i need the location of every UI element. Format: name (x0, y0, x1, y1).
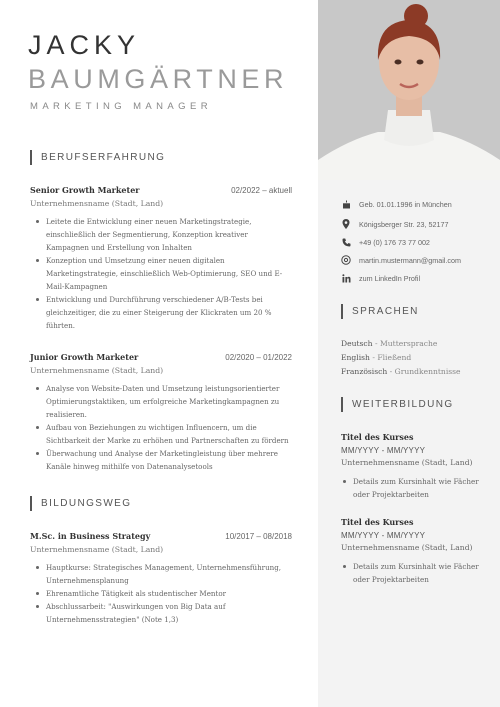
section-experience (30, 150, 165, 165)
contact-text: Geb. 01.01.1996 in München (359, 199, 452, 209)
course-dates: MM/YYYY - MM/YYYY (341, 446, 426, 455)
course-title: Titel des Kurses (341, 432, 414, 442)
bullet-item: Details zum Kursinhalt wie Fächer oder Projektarbeiten (341, 475, 491, 501)
bullet-item: Ehrenamtliche Tätigkeit als studentischer Mentor (36, 587, 292, 600)
location-pin-icon (341, 219, 351, 229)
phone-icon (341, 237, 351, 247)
experience-entry (30, 352, 292, 473)
first-name: JACKY (28, 30, 141, 60)
language-name: Deutsch (341, 339, 373, 348)
contact-email[interactable] (341, 255, 491, 265)
section-title: SPRACHEN (352, 306, 419, 317)
section-title: BILDUNGSWEG (41, 498, 132, 509)
email-icon (341, 255, 351, 265)
language-item (341, 339, 437, 348)
entry-company: Unternehmensname (Stadt, Land) (30, 199, 164, 208)
section-accent-bar (30, 496, 32, 511)
entry-dates: 02/2022 – aktuell (231, 186, 292, 195)
course-dates: MM/YYYY - MM/YYYY (341, 531, 426, 540)
job-title: MARKETING MANAGER (30, 101, 212, 112)
contact-phone (341, 237, 491, 247)
bullet-item: Konzeption und Umsetzung einer neuen digitalen Marketingstrategie, einschließlich Web-Optimierung, SEO und E-Mail-Kampagnen (36, 254, 292, 293)
contact-text: martin.mustermann@gmail.com (359, 255, 461, 265)
education-entry (30, 531, 292, 626)
linkedin-icon (341, 273, 351, 283)
course-bullets (341, 560, 491, 586)
bullet-item: Überwachung und Analyse der Marketingleistung über mehrere Kanäle hinweg mithilfe von Datenanalysetools (36, 447, 292, 473)
portrait-image (318, 0, 500, 180)
section-title: WEITERBILDUNG (352, 399, 454, 410)
section-training (341, 397, 454, 412)
course-company: Unternehmensname (Stadt, Land) (341, 458, 473, 467)
section-languages (341, 304, 419, 319)
training-entry (341, 517, 491, 586)
bullet-item: Aufbau von Beziehungen zu wichtigen Influencern, um die Sichtbarkeit der Marke zu erhöhen und Partnerschaften zu fördern (36, 421, 292, 447)
section-title: BERUFSERFAHRUNG (41, 152, 166, 163)
bullet-item: Leitete die Entwicklung einer neuen Marketingstrategie, einschließlich der Segmentierung, Konzeption kreativer Kampagnen und Erstellung von Inhalten (36, 215, 292, 254)
last-name: BAUMGÄRTNER (28, 64, 289, 94)
entry-dates: 10/2017 – 08/2018 (225, 532, 292, 541)
entry-bullets (36, 561, 292, 626)
section-accent-bar (341, 397, 343, 412)
entry-bullets (36, 215, 292, 332)
contact-text: +49 (0) 176 73 77 002 (359, 237, 430, 247)
course-company: Unternehmensname (Stadt, Land) (341, 543, 473, 552)
language-item (341, 353, 411, 362)
language-level: - Grundkenntnisse (387, 367, 461, 376)
contact-address (341, 219, 491, 229)
profile-photo (318, 0, 500, 180)
entry-title: Junior Growth Marketer (30, 352, 139, 362)
language-level: - Fließend (369, 353, 412, 362)
section-accent-bar (341, 304, 343, 319)
bullet-item: Analyse von Website-Daten und Umsetzung leistungsorientierter Optimierungstaktiken, um erfolgreiche Marketingkampagnen zu realisieren. (36, 382, 292, 421)
section-accent-bar (30, 150, 32, 165)
course-title: Titel des Kurses (341, 517, 414, 527)
contact-text: zum LinkedIn Profil (359, 273, 421, 283)
language-level: - Muttersprache (372, 339, 438, 348)
entry-title: Senior Growth Marketer (30, 185, 140, 195)
contact-linkedin[interactable] (341, 273, 491, 283)
bullet-item: Entwicklung und Durchführung verschiedener A/B-Tests bei gleichzeitiger, die zu einer Steigerung der Klickraten um 20 % führten. (36, 293, 292, 332)
course-bullets (341, 475, 491, 501)
bullet-item: Abschlussarbeit: "Auswirkungen von Big Data auf Unternehmensstrategien" (Note 1,3) (36, 600, 292, 626)
birthday-cake-icon (341, 199, 351, 209)
experience-entry (30, 185, 292, 332)
language-item (341, 367, 461, 376)
section-education (30, 496, 131, 511)
entry-company: Unternehmensname (Stadt, Land) (30, 545, 164, 554)
entry-dates: 02/2020 – 01/2022 (225, 353, 292, 362)
entry-bullets (36, 382, 292, 473)
contact-text: Königsberger Str. 23, 52177 (359, 219, 449, 229)
entry-company: Unternehmensname (Stadt, Land) (30, 366, 164, 375)
entry-title: M.Sc. in Business Strategy (30, 531, 151, 541)
language-name: Französisch (341, 367, 388, 376)
language-name: English (341, 353, 370, 362)
bullet-item: Hauptkurse: Strategisches Management, Unternehmensführung, Unternehmensplanung (36, 561, 292, 587)
bullet-item: Details zum Kursinhalt wie Fächer oder Projektarbeiten (341, 560, 491, 586)
training-entry (341, 432, 491, 501)
contact-birthday (341, 199, 491, 209)
